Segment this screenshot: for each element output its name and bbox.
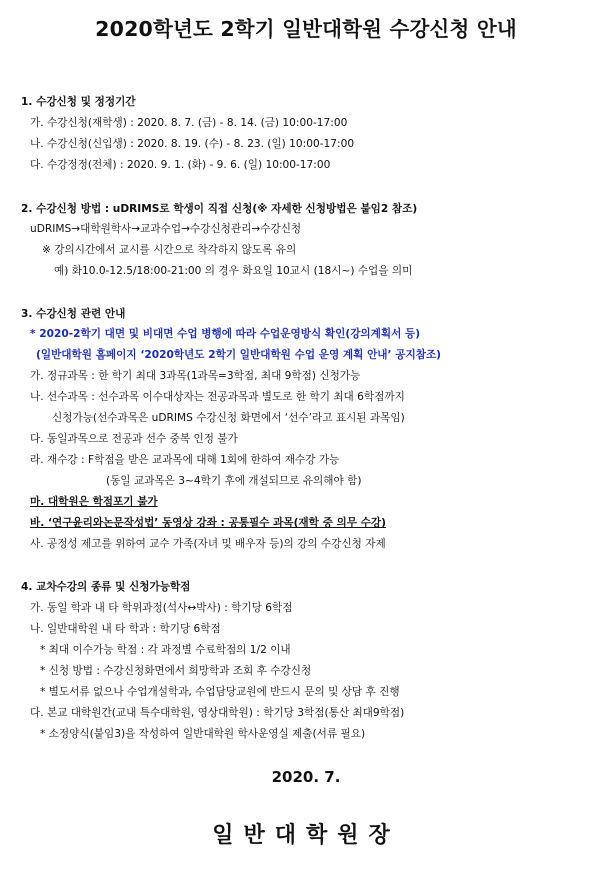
section-4-heading: 4. 교차수강의 종류 및 신청가능학점	[21, 581, 191, 593]
section-2-heading	[21, 202, 417, 216]
section-2-path: uDRIMS→대학원학사→교과수업→수강신청관리→수강신청	[30, 223, 302, 235]
section-4-item-da: 다. 본교 대학원간(교내 특수대학원, 영상대학원) : 학기당 3학점(통산 최대9학점)	[30, 707, 405, 719]
section-4-note-1: * 최대 이수가능 학점 : 각 과정별 수료학점의 1/2 이내	[40, 644, 291, 656]
section-4-item-na: 나. 일반대학원 내 타 학과 : 학기당 6학점	[30, 623, 221, 635]
section-3-item-ga: 가. 정규과목 : 한 학기 최대 3과목(1과목=3학점, 최대 9학점) 신청가능	[30, 370, 361, 382]
section-3-notice-2: (일반대학원 홈페이지 ‘2020학년도 2학기 일반대학원 수업 운영 계획 안내’ 공지참조)	[36, 349, 442, 361]
section-4-note-2: * 신청 방법 : 수강신청화면에서 희망학과 조회 후 수강신청	[40, 665, 312, 677]
section-3-item-na-1: 나. 선수과목 : 선수과목 이수대상자는 전공과목과 별도로 한 학기 최대 6학점까지	[30, 391, 405, 403]
document-date: 2020. 7.	[271, 768, 341, 786]
section-2-caution: ※ 강의시간에서 교시를 시간으로 착각하지 않도록 유의	[42, 244, 297, 256]
section-3-item-ma: 마. 대학원은 학점포기 불가	[30, 496, 158, 508]
section-2-example: 예) 화10.0-12.5/18:00-21:00 의 경우 화요일 10교시 (18시~) 수업을 의미	[54, 265, 413, 277]
section-3-item-ra-1: 라. 재수강 : F학점을 받은 교과목에 대해 1회에 한하여 재수강 가능	[30, 454, 340, 466]
section-3-notice-1: * 2020-2학기 대면 및 비대면 수업 병행에 따라 수업운영방식 확인(강의계획서 등)	[30, 328, 421, 340]
section-4-note-3: * 별도서류 없으나 수업개설학과, 수업담당교원에 반드시 문의 및 상담 후 진행	[40, 686, 400, 698]
section-3-item-ra-2: (동일 교과목은 3~4학기 후에 개설되므로 유의해야 함)	[106, 475, 362, 487]
section-3-item-sa: 사. 공정성 제고를 위하여 교수 가족(자녀 및 배우자 등)의 강의 수강신청 자제	[30, 538, 386, 550]
signature: 일반대학원장	[212, 823, 400, 848]
section-3-item-na-2: 신청가능(선수과목은 uDRIMS 수강신청 화면에서 ‘선수’라고 표시된 과목임)	[52, 412, 405, 424]
section-1-line-2: 나. 수강신청(신입생) : 2020. 8. 19. (수) - 8. 23. (일) 10:00-17:00	[30, 138, 355, 150]
section-4-item-ga: 가. 동일 학과 내 타 학위과정(석사↔박사) : 학기당 6학점	[30, 602, 293, 614]
section-1-heading: 1. 수강신청 및 정정기간	[21, 96, 136, 108]
page-title: 2020학년도 2학기 일반대학원 수강신청 안내	[95, 17, 517, 41]
section-3-item-ba: 바. ‘연구윤리와논문작성법’ 동영상 강좌 : 공통필수 과목(재학 중 의무 수강)	[30, 517, 386, 529]
section-1-line-1: 가. 수강신청(재학생) : 2020. 8. 7. (금) - 8. 14. (금) 10:00-17:00	[30, 117, 348, 129]
section-3-heading: 3. 수강신청 관련 안내	[21, 308, 126, 320]
section-1-line-3: 다. 수강정정(전체) : 2020. 9. 1. (화) - 9. 6. (일) 10:00-17:00	[30, 159, 331, 171]
section-2-heading-text: 2. 수강신청 방법 : uDRIMS로 학생이 직접 신청(※ 자세한 신청방법은 붙임2 참조)	[21, 203, 418, 215]
section-3-item-da: 다. 동일과목으로 전공과 선수 중복 인정 불가	[30, 433, 238, 445]
section-4-note-4: * 소정양식(붙임3)을 작성하여 일반대학원 학사운영실 제출(서류 필요)	[40, 728, 366, 740]
